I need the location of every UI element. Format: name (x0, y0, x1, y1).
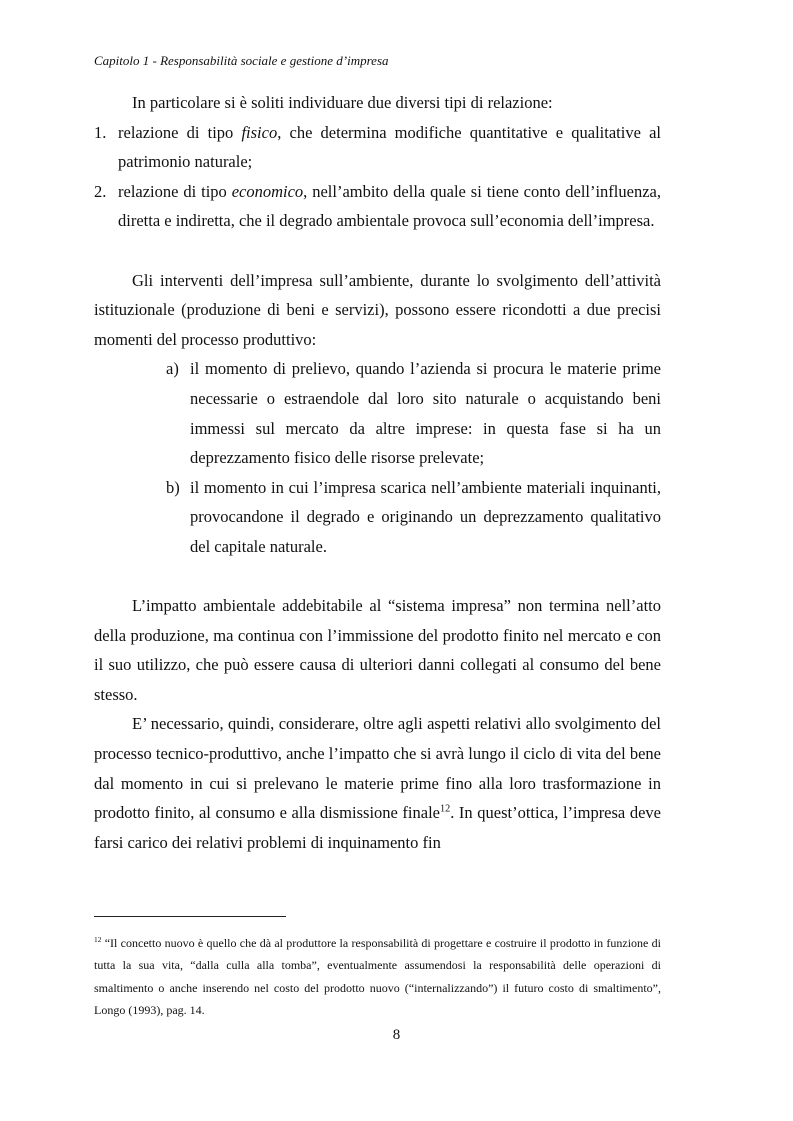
body-text (94, 88, 661, 857)
footnote-number: 12 (94, 935, 102, 944)
list-number: 1. (94, 122, 107, 142)
footnote-reference[interactable]: 12 (440, 803, 451, 815)
intro-paragraph: In particolare si è soliti individuare due diversi tipi di relazione: (132, 93, 553, 112)
list-letter: a) (166, 359, 179, 379)
list-item: b) il momento in cui l’impresa scarica nell’ambiente materiali inquinanti, provocandone il degrado e originando un deprezzamento qualitativo del capitale naturale. (166, 473, 661, 562)
moments-list (166, 354, 661, 561)
list-item: 2. relazione di tipo economico, nell’ambito della quale si tiene conto dell’influenza, diretta e indiretta, che il degrado ambientale provoca sull’economia dell’impresa. (94, 177, 661, 236)
impatto-paragraph: L’impatto ambientale addebitabile al “sistema impresa” non termina nell’atto della produzione, ma continua con l’immissione del prodotto finito nel mercato e con il suo utilizzo, che può essere causa di ulteriori danni collegati al consumo del bene stesso. (94, 596, 661, 704)
footnote: $^{12}$ “Il concetto nuovo è quello che dà al produttore la responsabilità di progettare e costruire il prodotto in funzione di tutta la sua vita, “dalla culla alla tomba”, eventualmente assumendosi la responsabilità delle operazioni di smaltimento o anche inserendo nel costo del prodotto nuovo (“internalizzando”) il futuro costo di smaltimento”, Longo (1993), pag. 14. (94, 935, 661, 1018)
necessario-paragraph: E’ necessario, quindi, considerare, oltre agli aspetti relativi allo svolgimento del processo tecnico-produttivo, anche l’impatto che si avrà lungo il ciclo di vita del bene dal momento in cui si prelevano le materie prime fino alla loro trasformazione in prodotto finito, al consumo e alla dismissione finale$^{12}$. In quest’ottica, l’impresa deve farsi carico dei relativi problemi di inquinamento fin (94, 714, 661, 852)
list-item: a) il momento di prelievo, quando l’azienda si procura le materie prime necessarie o estraendole dal loro sito naturale o acquistando beni immessi sul mercato da altre imprese: in questa fase si ha un deprezzamento fisico delle risorse prelevate; (166, 354, 661, 472)
interventi-paragraph: Gli interventi dell’impresa sull’ambiente, durante lo svolgimento dell’attività istituzionale (produzione di beni e servizi), possono essere ricondotti a due precisi momenti del processo produttivo: (94, 270, 661, 349)
running-header: Capitolo 1 - Responsabilità sociale e gestione d’impresa (94, 53, 389, 68)
emphasis: fisico (241, 122, 278, 142)
page-number: 8 (392, 1027, 401, 1043)
relation-list (94, 118, 661, 236)
list-letter: b) (166, 477, 180, 497)
list-number: 2. (94, 181, 107, 201)
footnote-separator (94, 916, 286, 917)
emphasis: economico (231, 181, 304, 201)
list-item: 1. relazione di tipo fisico, che determina modifiche quantitative e qualitative al patrimonio naturale; (94, 118, 661, 177)
